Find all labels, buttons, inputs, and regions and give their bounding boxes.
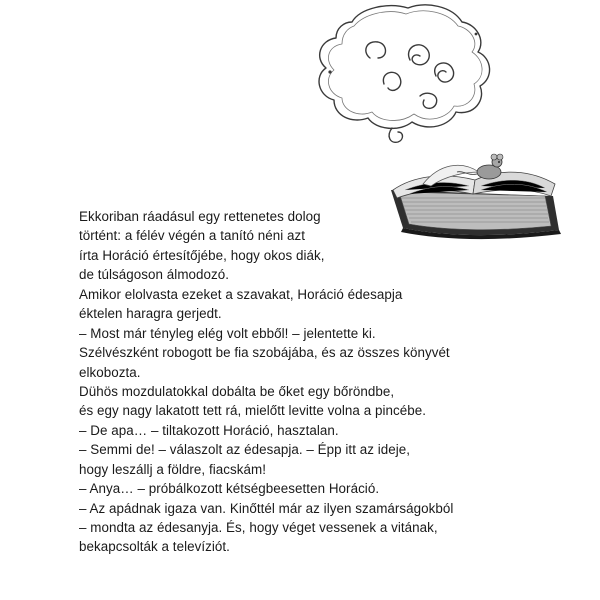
text-line: bekapcsolták a televíziót.	[79, 539, 230, 555]
text-line: Amikor elolvasta ezeket a szavakat, Horáció édesapja	[79, 286, 403, 302]
text-line: hogy leszállj a földre, fiacskám!	[79, 461, 266, 477]
text-line: – Most már tényleg elég volt ebből! – jelentette ki.	[79, 325, 376, 341]
text-line: és egy nagy lakatott tett rá, mielőtt levitte volna a pincébe.	[79, 403, 426, 419]
text-line: Ekkoriban ráadásul egy rettenetes dolog	[79, 209, 321, 224]
text-line: – De apa… – tiltakozott Horáció, hasztalan.	[79, 422, 339, 438]
text-line: történt: a félév végén a tanító néni azt	[79, 228, 306, 244]
text-line: de túlságoson álmodozó.	[79, 267, 230, 283]
text-line: elkobozta.	[79, 364, 141, 380]
text-line: írta Horáció értesítőjébe, hogy okos diák,	[79, 247, 325, 263]
text-line: – Anya… – próbálkozott kétségbeesetten Horáció.	[79, 481, 380, 497]
dream-cloud-illustration	[300, 0, 500, 145]
text-line: – Az apádnak igaza van. Kinőttél már az ilyen szamárságokból	[79, 500, 454, 516]
text-line: Szélvészként robogott be fia szobájába, és az összes könyvét	[79, 345, 450, 361]
text-line: – Semmi de! – válaszolt az édesapja. – Épp itt az ideje,	[79, 442, 411, 458]
text-line: éktelen haragra gerjedt.	[79, 306, 222, 322]
text-line: Dühös mozdulatokkal dobálta be őket egy bőröndbe,	[79, 383, 395, 399]
text-line: – mondta az édesanyja. És, hogy véget vessenek a vitának,	[79, 520, 438, 535]
story-text	[79, 207, 519, 557]
